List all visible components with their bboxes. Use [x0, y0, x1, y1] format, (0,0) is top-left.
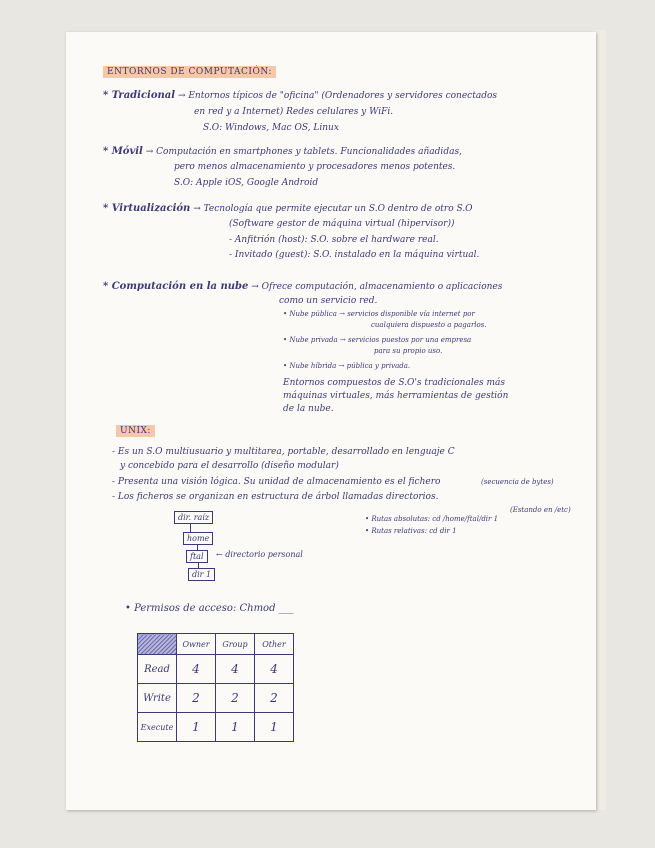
table-row	[138, 655, 294, 684]
header-other: Other	[255, 634, 294, 655]
virtualizacion-line4: - Invitado (guest): S.O. instalado en la máquina virtual.	[229, 250, 480, 260]
nube-hibrida: • Nube híbrida → pública y privada.	[283, 362, 411, 370]
unix-line1: - Es un S.O multiusuario y multitarea, portable, desarrollado en lenguaje C	[112, 447, 455, 457]
cell-value: 1	[216, 713, 255, 742]
cell-value: 1	[255, 713, 294, 742]
nube-line1	[103, 281, 502, 292]
cell-value: 2	[255, 684, 294, 713]
tree-home: home	[183, 532, 213, 545]
tree-dir1: dir 1	[188, 568, 215, 581]
nube-extra3: de la nube.	[283, 404, 334, 414]
permisos-label: • Permisos de acceso: Chmod ___	[125, 603, 294, 614]
unix-line4: - Los ficheros se organizan en estructura de árbol llamadas directorios.	[112, 492, 439, 502]
nube-privada1: • Nube privada → servicios puestos por una empresa	[283, 336, 472, 344]
row-label-read: Read	[138, 655, 177, 684]
nube-label: * Computación en la nube	[103, 281, 249, 292]
virtualizacion-line1	[103, 203, 473, 214]
cell-value: 4	[177, 655, 216, 684]
virtualizacion-text1: → Tecnología que permite ejecutar un S.O dentro de otro S.O	[193, 204, 473, 214]
row-label-write: Write	[138, 684, 177, 713]
nube-extra1: Entornos compuestos de S.O's tradicionales más	[283, 378, 506, 388]
movil-label: * Móvil	[103, 146, 143, 157]
section-heading-unix: UNIX:	[116, 425, 155, 437]
tradicional-text1: → Entornos típicos de "oficina" (Ordenadores y servidores conectados	[177, 91, 497, 101]
virtualizacion-line3: - Anfitrión (host): S.O. sobre el hardware real.	[229, 235, 439, 245]
header-owner: Owner	[177, 634, 216, 655]
nube-privada2: para su propio uso.	[374, 347, 443, 355]
movil-line1	[103, 146, 462, 157]
rutas-absolutas: • Rutas absolutas: cd /home/ftal/dir 1	[365, 515, 499, 523]
movil-line2: pero menos almacenamiento y procesadores menos potentes.	[174, 162, 456, 172]
rutas-relativas: • Rutas relativas: cd dir 1	[365, 527, 457, 535]
tradicional-line2: en red y a Internet) Redes celulares y WiFi.	[194, 107, 394, 117]
nube-line2: como un servicio red.	[279, 296, 378, 306]
unix-line4-note: (Estando en /etc)	[510, 506, 571, 514]
nube-publica1: • Nube pública → servicios disponible vía internet por	[283, 310, 475, 318]
unix-line2: y concebido para el desarrollo (diseño modular)	[120, 461, 339, 471]
nube-extra2: máquinas virtuales, más herramientas de gestión	[283, 391, 509, 401]
nube-text1: → Ofrece computación, almacenamiento o aplicaciones	[251, 282, 503, 292]
tree-note: ← directorio personal	[216, 550, 303, 559]
cell-value: 2	[216, 684, 255, 713]
table-corner	[138, 634, 177, 655]
permissions-table	[137, 633, 294, 742]
unix-line3-note: (secuencia de bytes)	[481, 478, 554, 486]
virtualizacion-line2: (Software gestor de máquina virtual (hipervisor))	[229, 219, 455, 229]
virtualizacion-label: * Virtualización	[103, 203, 191, 214]
tree-user-dir: ftal	[186, 550, 208, 563]
table-row	[138, 684, 294, 713]
cell-value: 2	[177, 684, 216, 713]
nube-publica2: cualquiera dispuesto a pagarlos.	[371, 321, 487, 329]
tradicional-label: * Tradicional	[103, 90, 176, 101]
tradicional-line3: S.O: Windows, Mac OS, Linux	[203, 123, 339, 133]
tree-connector	[190, 523, 191, 532]
cell-value: 4	[255, 655, 294, 684]
header-group: Group	[216, 634, 255, 655]
cell-value: 4	[216, 655, 255, 684]
tradicional-line1	[103, 90, 497, 101]
table-row	[138, 713, 294, 742]
section-heading-entornos: ENTORNOS DE COMPUTACIÓN:	[103, 66, 276, 78]
movil-line3: S.O: Apple iOS, Google Android	[174, 178, 319, 188]
tree-root: dir. raíz	[174, 511, 213, 524]
movil-text1: → Computación en smartphones y tablets. Funcionalidades añadidas,	[145, 147, 462, 157]
cell-value: 1	[177, 713, 216, 742]
row-label-execute: Execute	[138, 713, 177, 742]
unix-line3: - Presenta una visión lógica. Su unidad de almacenamiento es el fichero	[112, 477, 441, 487]
